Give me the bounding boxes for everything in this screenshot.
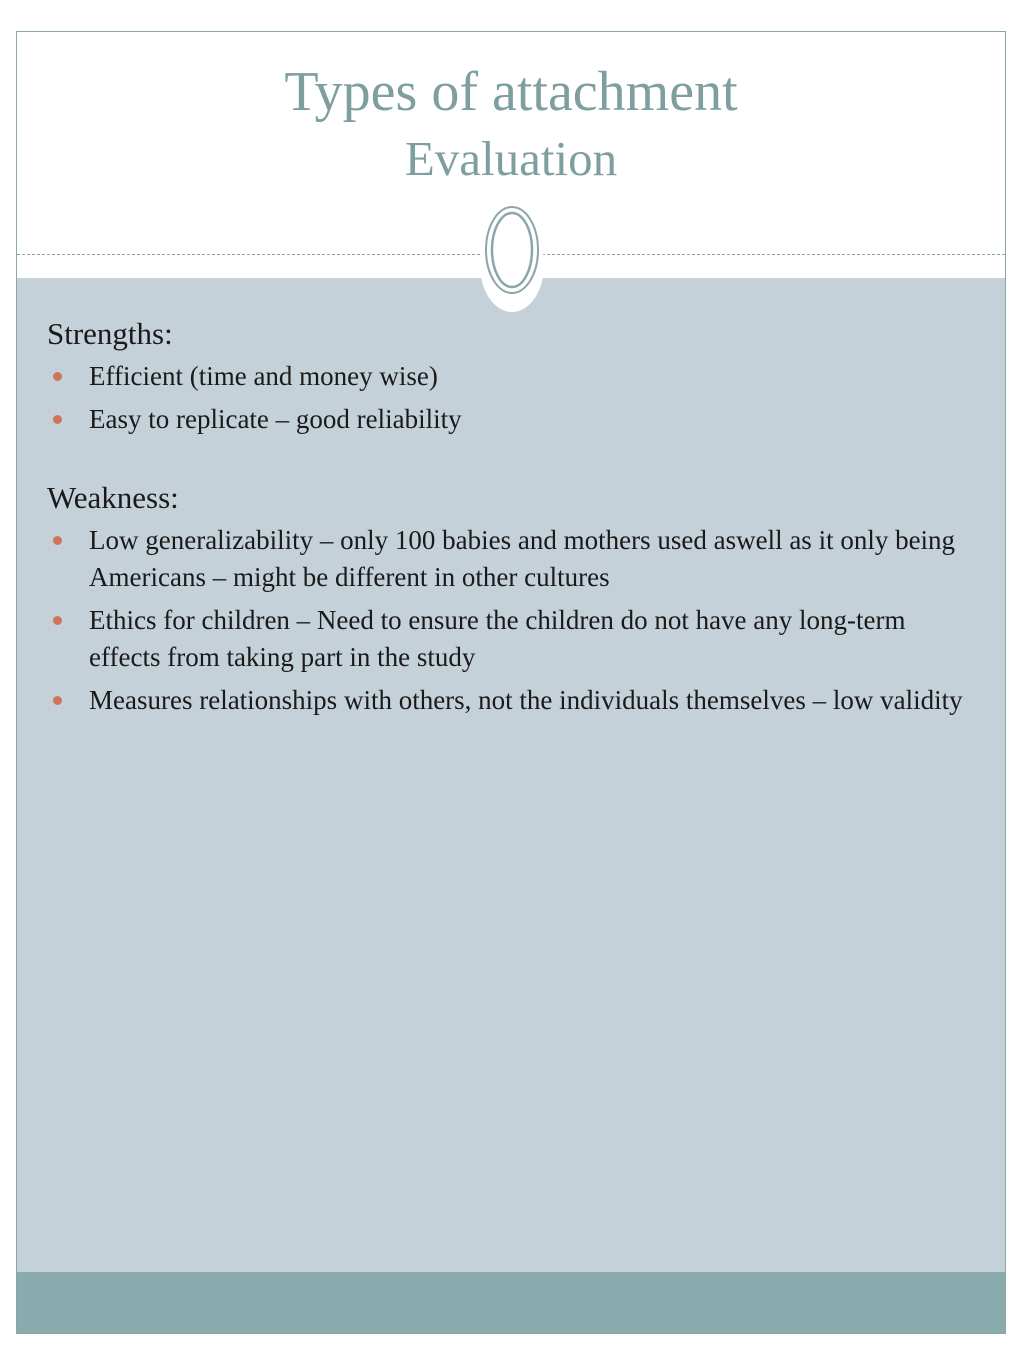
list-item	[47, 358, 977, 395]
oval-ring-ornament-icon	[480, 202, 544, 312]
weakness-list	[47, 522, 977, 719]
list-item	[47, 602, 977, 676]
weakness-section	[47, 478, 977, 719]
slide-content	[47, 314, 977, 725]
list-item-text: Easy to replicate – good reliability	[89, 404, 462, 434]
list-item-text: Efficient (time and money wise)	[89, 361, 438, 391]
list-item-text: Measures relationships with others, not the individuals themselves – low validity	[89, 685, 963, 715]
list-item	[47, 682, 977, 719]
slide-subtitle: Evaluation	[404, 131, 618, 186]
slide	[16, 31, 1006, 1334]
list-item	[47, 522, 977, 596]
slide-title: Types of attachment	[284, 61, 738, 123]
bullet-dot-icon	[53, 696, 62, 705]
bullet-dot-icon	[53, 536, 62, 545]
bullet-dot-icon	[53, 616, 62, 625]
strengths-section	[47, 314, 977, 438]
strengths-list	[47, 358, 977, 438]
list-item	[47, 401, 977, 438]
section-gap	[47, 444, 977, 478]
bullet-dot-icon	[53, 415, 62, 424]
weakness-heading: Weakness:	[47, 480, 179, 515]
footer-bar	[17, 1272, 1005, 1334]
list-item-text: Low generalizability – only 100 babies and mothers used aswell as it only being Americans – might be different in other cultures	[89, 525, 956, 592]
bullet-dot-icon	[53, 372, 62, 381]
strengths-heading: Strengths:	[47, 316, 173, 351]
list-item-text: Ethics for children – Need to ensure the children do not have any long-term effects from taking part in the study	[89, 605, 906, 672]
